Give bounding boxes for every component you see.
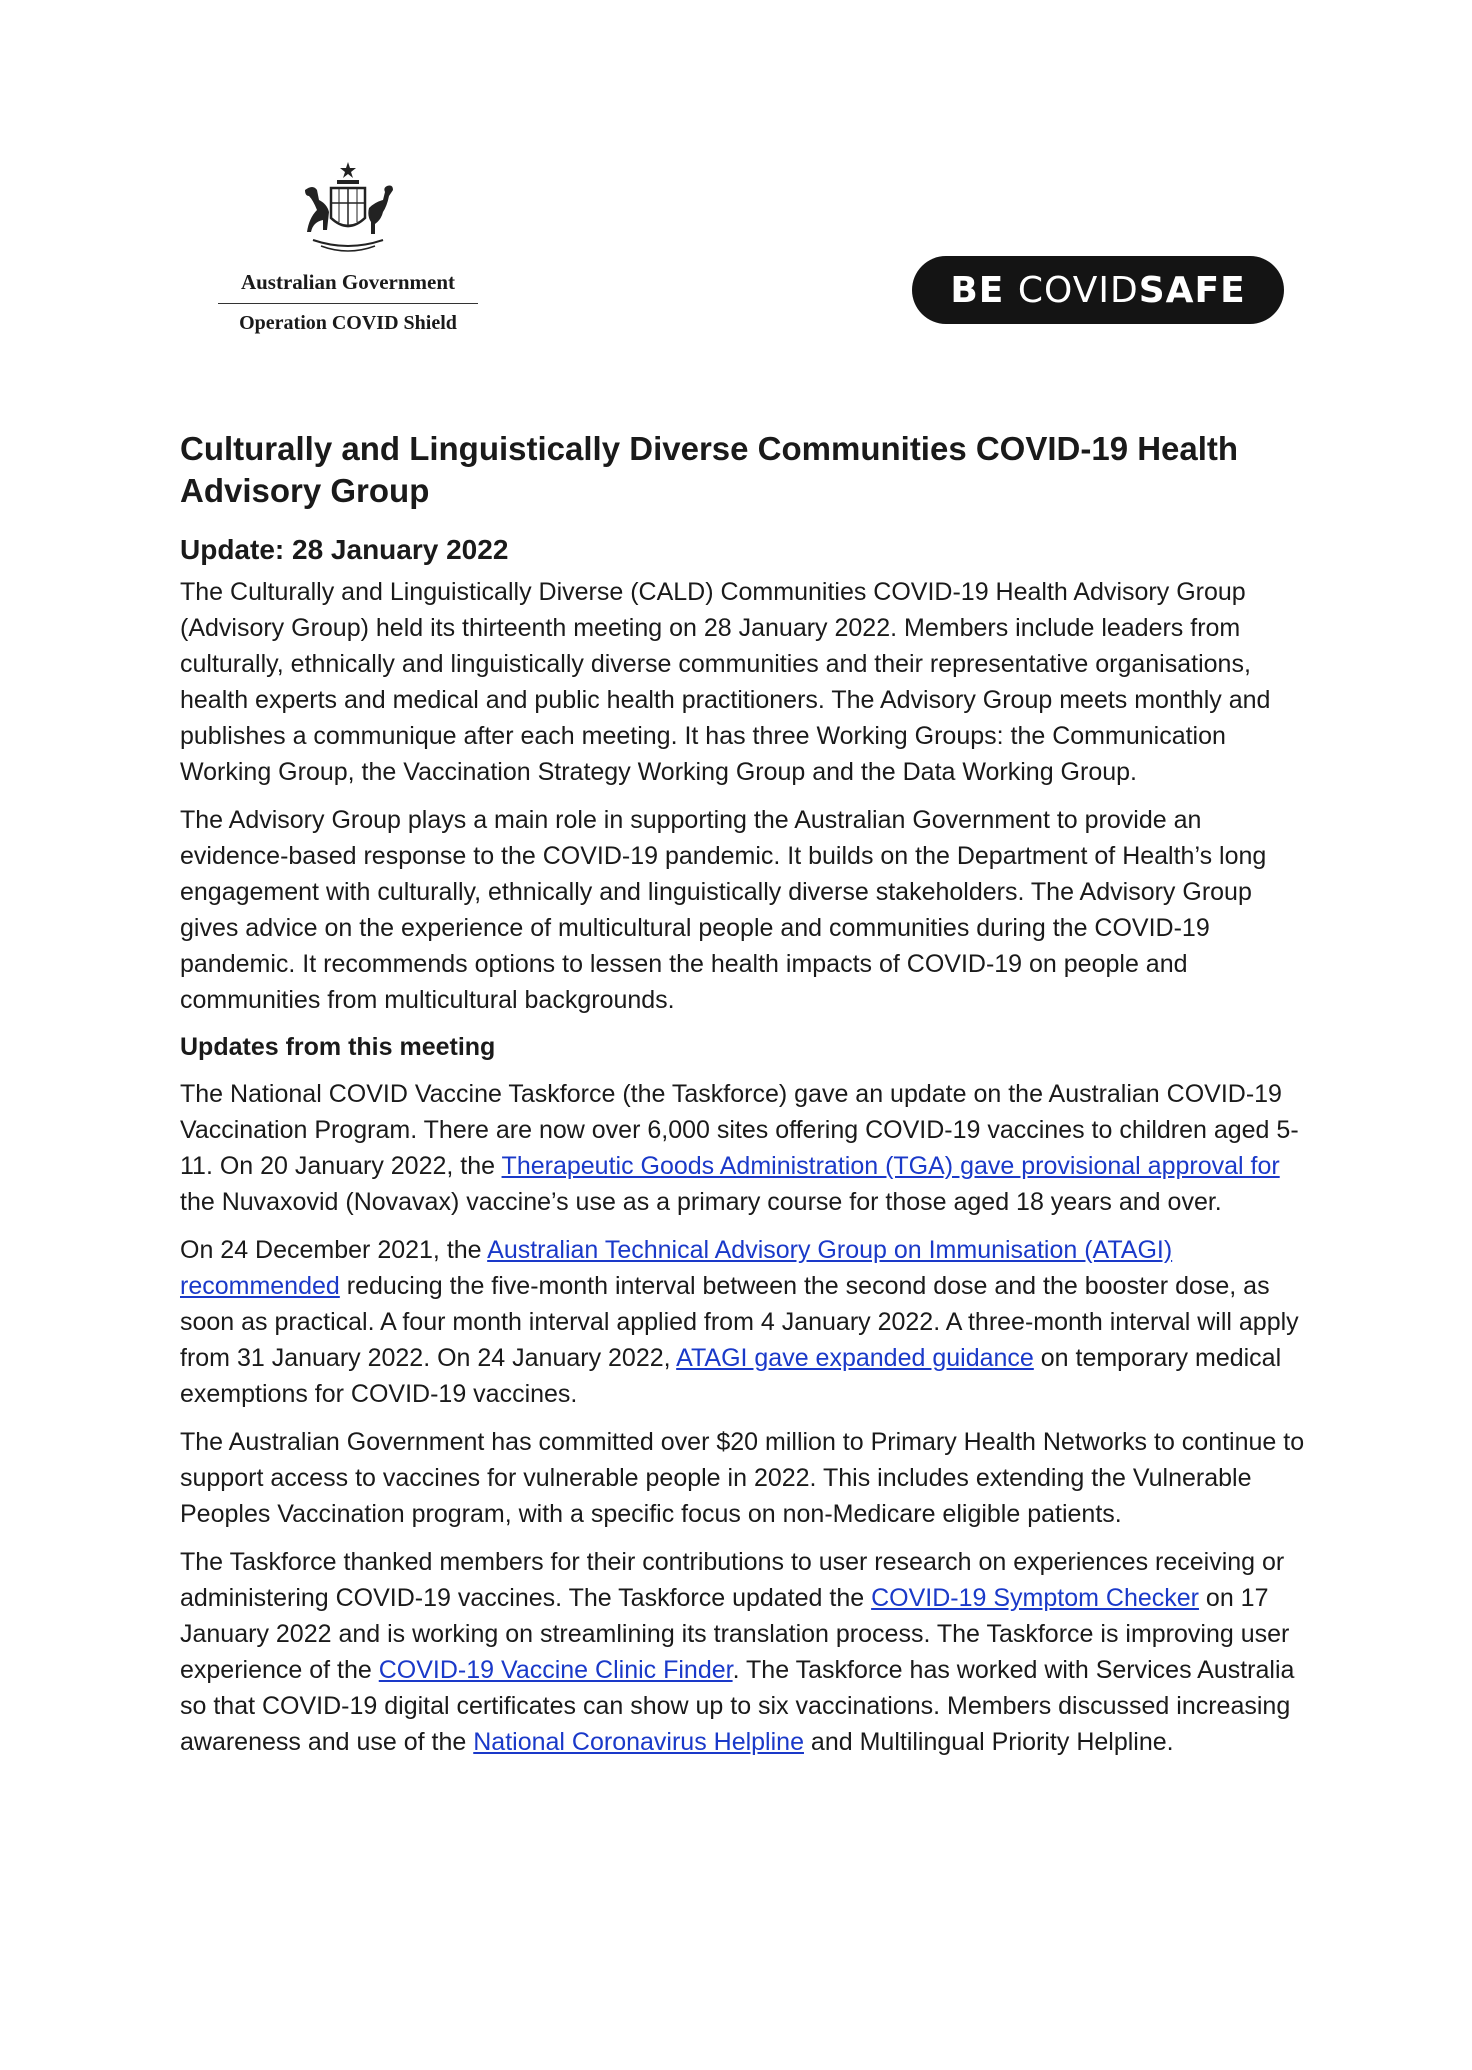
government-name: Australian Government — [218, 270, 478, 304]
operation-name: Operation COVID Shield — [239, 312, 457, 334]
paragraph-text: reducing the five-month interval between the second dose and the booster dose, as soon as practical. A four month interval applied from 4 January 2022. A three-month interval will apply from 31 January 2022. On 24 January 2022, — [180, 1272, 1299, 1372]
paragraph-text: The Taskforce thanked members for their contributions to user research on experiences receiving or administering COVID-19 vaccines. The Taskforce updated the — [180, 1548, 1285, 1612]
be-covidsafe-badge — [912, 256, 1284, 324]
document-title: Culturally and Linguistically Diverse Communities COVID-19 Health Advisory Group — [180, 430, 1239, 509]
badge-covid-text: COVID — [1017, 269, 1139, 311]
paragraph-funding: The Australian Government has committed over $20 million to Primary Health Networks to continue to support access to vaccines for vulnerable people in 2022. This includes extending the Vulnerable Peoples Vaccination program, with a specific focus on non-Medicare eligible patients. — [180, 1428, 1305, 1528]
paragraph-text: on temporary medical exemptions for COVID-19 vaccines. — [180, 1344, 1282, 1408]
update-heading: Update: 28 January 2022 — [180, 534, 509, 565]
coronavirus-helpline-link[interactable]: National Coronavirus Helpline — [473, 1728, 804, 1756]
intro-paragraph-1: The Culturally and Linguistically Diverse (CALD) Communities COVID-19 Health Advisory Group (Advisory Group) held its thirteenth meeting on 28 January 2022. Members include leaders from culturally, ethnically and linguistically diverse communities and their representative organisations, health experts and medical and public health practitioners. The Advisory Group meets monthly and publishes a communique after each meeting. It has three Working Groups: the Communication Working Group, the Vaccination Strategy Working Group and the Data Working Group. — [180, 578, 1271, 786]
paragraph-text: . The Taskforce has worked with Services Australia so that COVID-19 digital certificates can show up to six vaccinations. Members discussed increasing awareness and use of the — [180, 1656, 1295, 1756]
clinic-finder-link[interactable]: COVID-19 Vaccine Clinic Finder — [378, 1656, 733, 1684]
paragraph-text: the Nuvaxovid (Novavax) vaccine’s use as a primary course for those aged 18 years and over. — [180, 1188, 1222, 1216]
badge-safe-text: SAFE — [1138, 269, 1246, 311]
paragraph-taskforce — [180, 1544, 1310, 1760]
intro-paragraph-2: The Advisory Group plays a main role in supporting the Australian Government to provide an evidence-based response to the COVID-19 pandemic. It builds on the Department of Health’s long engagement with culturally, ethnically and linguistically diverse stakeholders. The Advisory Group gives advice on the experience of multicultural people and communities during the COVID-19 pandemic. It recommends options to lessen the health impacts of COVID-19 on people and communities from multicultural backgrounds. — [180, 806, 1267, 1014]
paragraph-text: The National COVID Vaccine Taskforce (the Taskforce) gave an update on the Australian COVID-19 Vaccination Program. There are now over 6,000 sites offering COVID-19 vaccines to children aged 5-11. On 20 January 2022, the — [180, 1080, 1299, 1180]
paragraph-vaccine-program — [180, 1076, 1310, 1220]
atagi-recommended-link[interactable]: Australian Technical Advisory Group on Immunisation (ATAGI) recommended — [180, 1236, 1173, 1300]
coat-of-arms-icon — [283, 160, 413, 260]
atagi-guidance-link[interactable]: ATAGI gave expanded guidance — [676, 1344, 1034, 1372]
australian-government-logo — [218, 160, 478, 335]
paragraph-text: and Multilingual Priority Helpline. — [803, 1728, 1174, 1756]
updates-heading: Updates from this meeting — [180, 1033, 496, 1061]
page-header — [0, 0, 1472, 360]
paragraph-text: On 24 December 2021, the — [180, 1236, 488, 1264]
paragraph-text: on 17 January 2022 and is working on streamlining its translation process. The Taskforce is improving user experience of the — [180, 1584, 1290, 1684]
paragraph-atagi — [180, 1232, 1310, 1412]
symptom-checker-link[interactable]: COVID-19 Symptom Checker — [871, 1584, 1199, 1612]
document-body — [180, 428, 1310, 1772]
badge-be-text: BE — [950, 269, 1018, 311]
tga-approval-link[interactable]: Therapeutic Goods Administration (TGA) gave provisional approval for — [501, 1152, 1280, 1180]
